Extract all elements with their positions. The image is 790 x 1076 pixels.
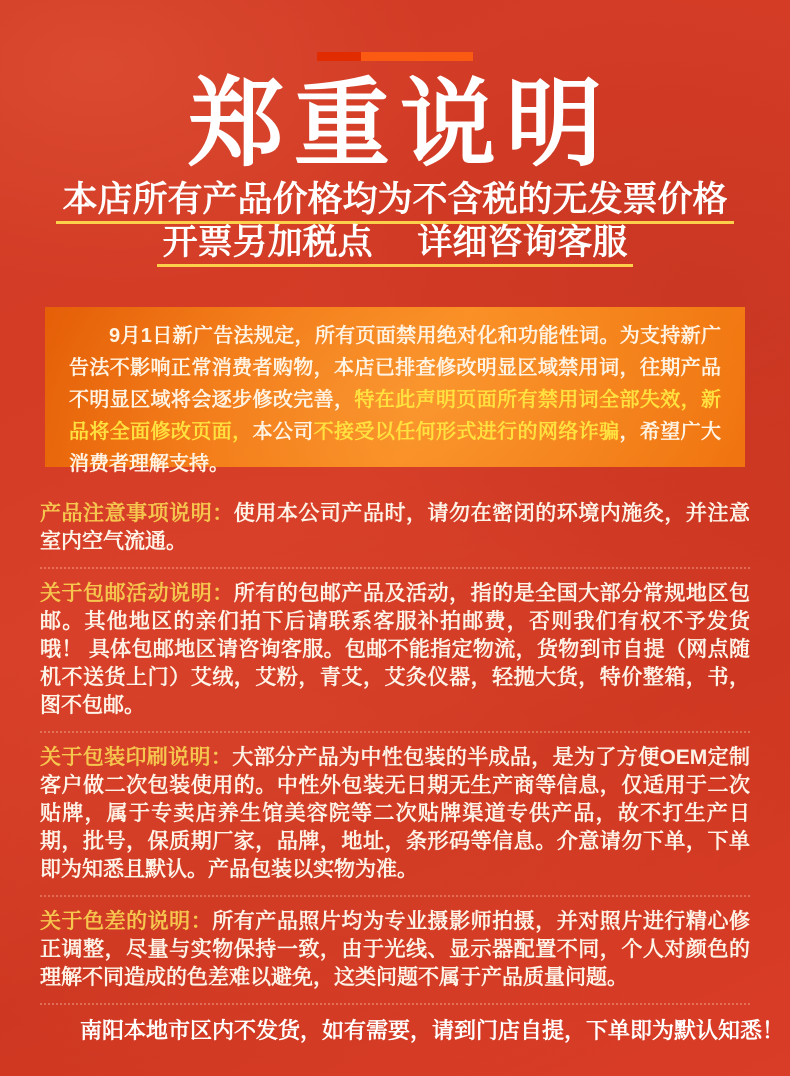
page-title: 郑重说明 — [188, 71, 612, 178]
advertising-law-notice-text — [69, 320, 721, 480]
section-heading: 关于包邮活动说明： — [40, 581, 234, 605]
section-packaging-print — [40, 744, 750, 884]
section-body: 所有产品照片均为专业摄影师拍摄，并对照片进行精心修正调整，尽量与实物保持一致，由于光线、显示器配置不同，个人对颜色的理解不同造成的色差难以避免，这类问题不属于产品质量问题。 — [40, 909, 750, 989]
section-heading: 关于包装印刷说明： — [40, 745, 233, 769]
section-divider — [40, 895, 750, 897]
section-divider — [40, 1003, 750, 1005]
section-product-care — [40, 500, 750, 556]
decor-bar-left-segment — [317, 52, 361, 61]
decor-bar-right-segment — [361, 52, 473, 61]
notice-segment: 9月1日新广告法规定，所有页面禁用绝对化和功能性词。为支持新广告法不影响正常消费者购物，本店已排查修改明显区域禁用词，往期产品不明显区域将会逐步修改完善， — [69, 324, 721, 411]
section-divider — [40, 567, 750, 569]
price-subtitle-line1 — [0, 179, 790, 224]
sections-list — [40, 500, 785, 1046]
notice-segment-highlight: 特在此声明页面所有禁用词全部失效，新品将全面修改页面， — [69, 388, 722, 443]
section-body: 所有的包邮产品及活动，指的是全国大部分常规地区包邮。其他地区的亲们拍下后请联系客服补拍邮费，否则我们有权不予发货哦！ 具体包邮地区请咨询客服。包邮不能指定物流，货物到市自提（网点随机不送货上门）艾绒，艾粉，青艾，艾灸仪器，轻抛大货，特价整箱，书，图不包邮。 — [40, 581, 750, 717]
price-subtitle-line2-text: 开票另加税点 详细咨询客服 — [157, 225, 634, 267]
section-heading: 关于色差的说明： — [40, 909, 213, 933]
section-body: 大部分产品为中性包装的半成品，是为了方便OEM定制客户做二次包装使用的。中性外包装无日期无生产商等信息，仅适用于二次贴牌，属于专卖店养生馆美容院等二次贴牌渠道专供产品，故不打生产日期，批号，保质期厂家，品牌，地址，条形码等信息。介意请勿下单，下单即为知悉且默认。产品包装以实物为准。 — [40, 745, 750, 881]
notice-segment: ，希望广大消费者理解支持。 — [69, 420, 722, 475]
notice-segment-highlight: 不接受以任何形式进行的网络诈骗 — [313, 420, 620, 443]
section-body: 使用本公司产品时，请勿在密闭的环境内施灸，并注意室内空气流通。 — [40, 501, 750, 553]
decor-bar — [317, 52, 473, 61]
price-subtitle-line2 — [0, 222, 790, 267]
section-heading: 产品注意事项说明： — [40, 501, 234, 525]
footer-notice: 南阳本地市区内不发货，如有需要，请到门店自提，下单即为默认知悉！ — [80, 1017, 785, 1043]
section-divider — [40, 731, 750, 733]
section-color-difference — [40, 908, 750, 992]
price-subtitle-line1-text: 本店所有产品价格均为不含税的无发票价格 — [56, 182, 733, 224]
section-free-shipping — [40, 580, 750, 720]
advertising-law-notice-box — [45, 307, 745, 475]
notice-segment: 本公司 — [252, 420, 314, 443]
